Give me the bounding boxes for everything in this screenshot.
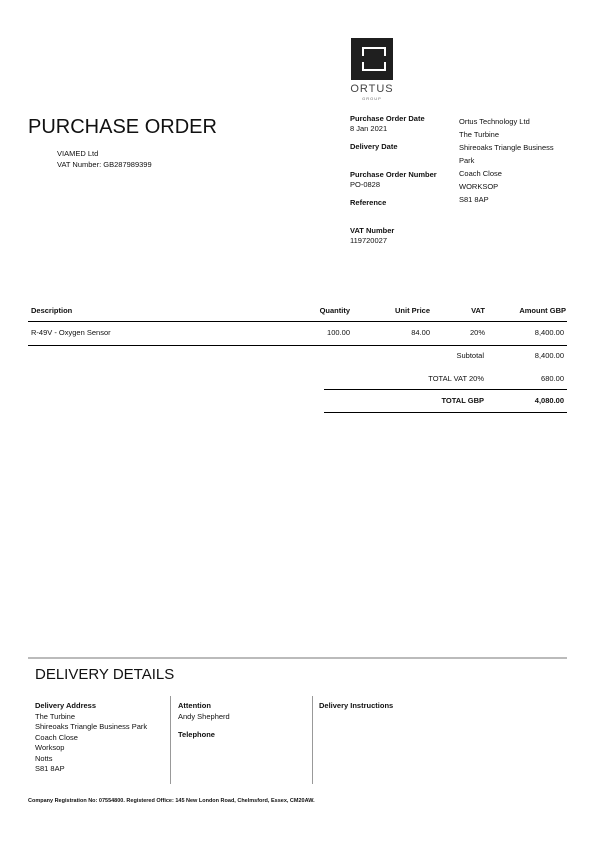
logo-wordmark: ORTUS bbox=[350, 83, 394, 95]
delivery-title: DELIVERY DETAILS bbox=[35, 666, 175, 683]
total-top-rule bbox=[324, 389, 567, 390]
table-row-rule bbox=[28, 345, 567, 346]
attention-block bbox=[178, 701, 230, 741]
customer-block bbox=[57, 149, 152, 170]
col-description: Description bbox=[31, 306, 73, 315]
vat-number-label: VAT Number bbox=[350, 226, 395, 235]
col-unit-price: Unit Price bbox=[394, 306, 430, 315]
customer-vat: VAT Number: GB287989399 bbox=[57, 159, 152, 169]
order-date-label: Purchase Order Date bbox=[350, 114, 425, 123]
row-quantity: 100.00 bbox=[327, 328, 350, 337]
subtotal-value: 8,400.00 bbox=[534, 351, 564, 360]
table-header-rule bbox=[28, 321, 567, 322]
instructions-block bbox=[319, 701, 393, 712]
customer-name: VIAMED Ltd bbox=[57, 149, 99, 158]
address-line: The Turbine bbox=[459, 130, 500, 139]
vat-number-value: 119720027 bbox=[350, 236, 387, 245]
delivery-address-line: Shireoaks Triangle Business Park bbox=[35, 722, 148, 731]
address-line: Ortus Technology Ltd bbox=[459, 117, 530, 126]
delivery-address-label: Delivery Address bbox=[35, 701, 97, 710]
attention-label: Attention bbox=[178, 701, 211, 710]
column-divider bbox=[312, 696, 313, 784]
delivery-address bbox=[35, 701, 147, 775]
total-bottom-rule bbox=[324, 412, 567, 413]
delivery-address-line: Notts bbox=[35, 753, 53, 763]
subtotal-label: Subtotal bbox=[456, 351, 484, 360]
delivery-address-line: The Turbine bbox=[35, 711, 76, 721]
order-number-label: Purchase Order Number bbox=[350, 170, 437, 179]
tax-label: TOTAL VAT 20% bbox=[428, 374, 484, 383]
logo-subtext: GROUP bbox=[362, 96, 382, 101]
delivery-address-line: Coach Close bbox=[35, 732, 78, 742]
tax-value: 680.00 bbox=[541, 374, 564, 383]
supplier-address bbox=[459, 115, 574, 206]
col-vat: VAT bbox=[471, 306, 485, 315]
row-description: R-49V - Oxygen Sensor bbox=[31, 328, 111, 337]
total-label: TOTAL GBP bbox=[441, 396, 484, 405]
row-amount: 8,400.00 bbox=[534, 328, 564, 337]
address-line: S81 8AP bbox=[459, 195, 489, 204]
section-divider bbox=[28, 657, 567, 659]
company-logo bbox=[351, 38, 393, 80]
order-meta bbox=[350, 114, 460, 254]
order-date-value: 8 Jan 2021 bbox=[350, 124, 388, 133]
attention-value: Andy Shepherd bbox=[178, 711, 230, 721]
row-unit-price: 84.00 bbox=[411, 328, 430, 337]
col-quantity: Quantity bbox=[319, 306, 350, 315]
reference-label: Reference bbox=[350, 198, 387, 207]
delivery-address-line: Worksop bbox=[35, 743, 65, 752]
address-line: Park bbox=[459, 156, 475, 165]
footer-registration: Company Registration No: 07554800. Registered Office: 145 New London Road, Chelmsford, Essex, CM20AW. bbox=[28, 798, 315, 804]
telephone-label: Telephone bbox=[178, 730, 215, 739]
column-divider bbox=[170, 696, 171, 784]
instructions-label: Delivery Instructions bbox=[319, 701, 394, 710]
page-title: PURCHASE ORDER bbox=[28, 116, 217, 138]
total-value: 4,080.00 bbox=[534, 396, 564, 405]
delivery-address-line: S81 8AP bbox=[35, 764, 65, 773]
address-line: WORKSOP bbox=[459, 182, 499, 191]
address-line: Coach Close bbox=[459, 169, 502, 178]
col-amount: Amount GBP bbox=[519, 306, 566, 315]
address-line: Shireoaks Triangle Business bbox=[459, 143, 554, 152]
row-vat: 20% bbox=[469, 328, 485, 337]
delivery-date-label: Delivery Date bbox=[350, 142, 398, 151]
order-number-value: PO-0828 bbox=[350, 180, 381, 189]
